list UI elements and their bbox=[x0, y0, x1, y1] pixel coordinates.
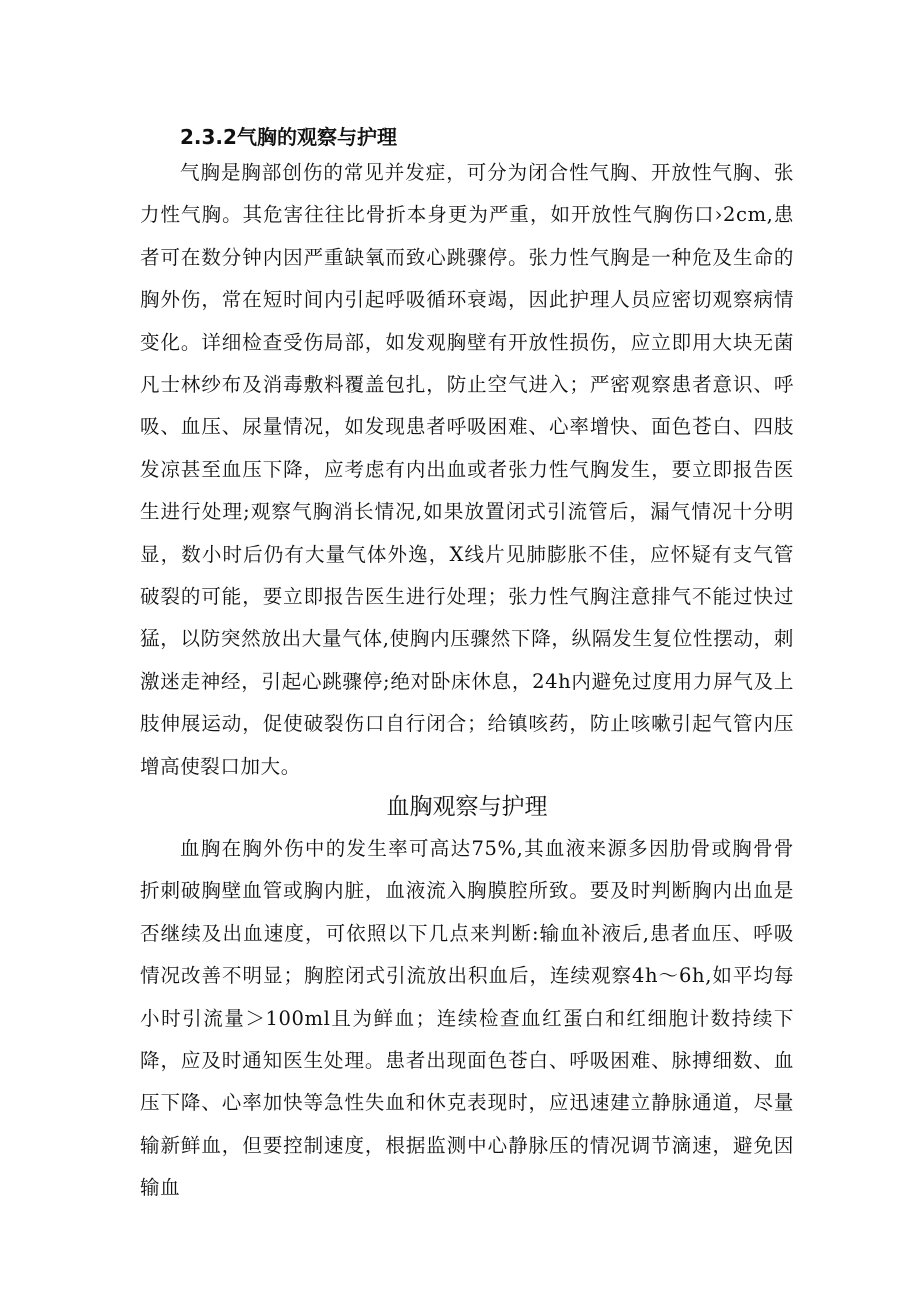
section-heading: 2.3.2气胸的观察与护理 bbox=[180, 125, 397, 149]
body-paragraph: 血胸在胸外伤中的发生率可高达75%,其血液来源多因肋骨或胸骨骨折刺破胸壁血管或胸内脏，血液流入胸膜腔所致。要及时判断胸内出血是否继续及出血速度，可依照以下几点来判断:输血补液后,患者血压、呼吸情况改善不明显；胸腔闭式引流放出积血后，连续观察4h～6h,如平均每小时引流量＞100ml且为鲜血；连续检查血红蛋白和红细胞计数持续下降，应及时通知医生处理。患者出现面色苍白、呼吸困难、脉搏细数、血压下降、心率加快等急性失血和休克表现时，应迅速建立静脉通道，尽量输新鲜血，但要控制速度，根据监测中心静脉压的情况调节滴速，避免因输血 bbox=[140, 837, 794, 1200]
body-paragraph: 气胸是胸部创伤的常见并发症，可分为闭合性气胸、开放性气胸、张力性气胸。其危害往往比骨折本身更为严重，如开放性气胸伤口›2cm,患者可在数分钟内因严重缺氧而致心跳骤停。张力性气胸是一种危及生命的胸外伤，常在短时间内引起呼吸循环衰竭，因此护理人员应密切观察病情变化。详细检查受伤局部，如发观胸壁有开放性损伤，应立即用大块无菌凡士林纱布及消毒敷料覆盖包扎，防止空气进入；严密观察患者意识、呼吸、血压、尿量情况，如发现患者呼吸困难、心率增快、面色苍白、四肢发凉甚至血压下降，应考虑有内出血或者张力性气胸发生，要立即报告医生进行处理;观察气胸消长情况,如果放置闭式引流管后，漏气情况十分明显，数小时后仍有大量气体外逸，X线片见肺膨胀不佳，应怀疑有支气管破裂的可能，要立即报告医生进行处理；张力性气胸注意排气不能过快过猛，以防突然放出大量气体,使胸内压骤然下降，纵隔发生复位性摆动，刺激迷走神经，引起心跳骤停;绝对卧床休息，24h内避免过度用力屏气及上肢伸展运动，促使破裂伤口自行闭合；给镇咳药，防止咳嗽引起气管内压增高使裂口加大。 bbox=[140, 161, 794, 778]
section-title: 血胸观察与护理 bbox=[386, 794, 548, 820]
